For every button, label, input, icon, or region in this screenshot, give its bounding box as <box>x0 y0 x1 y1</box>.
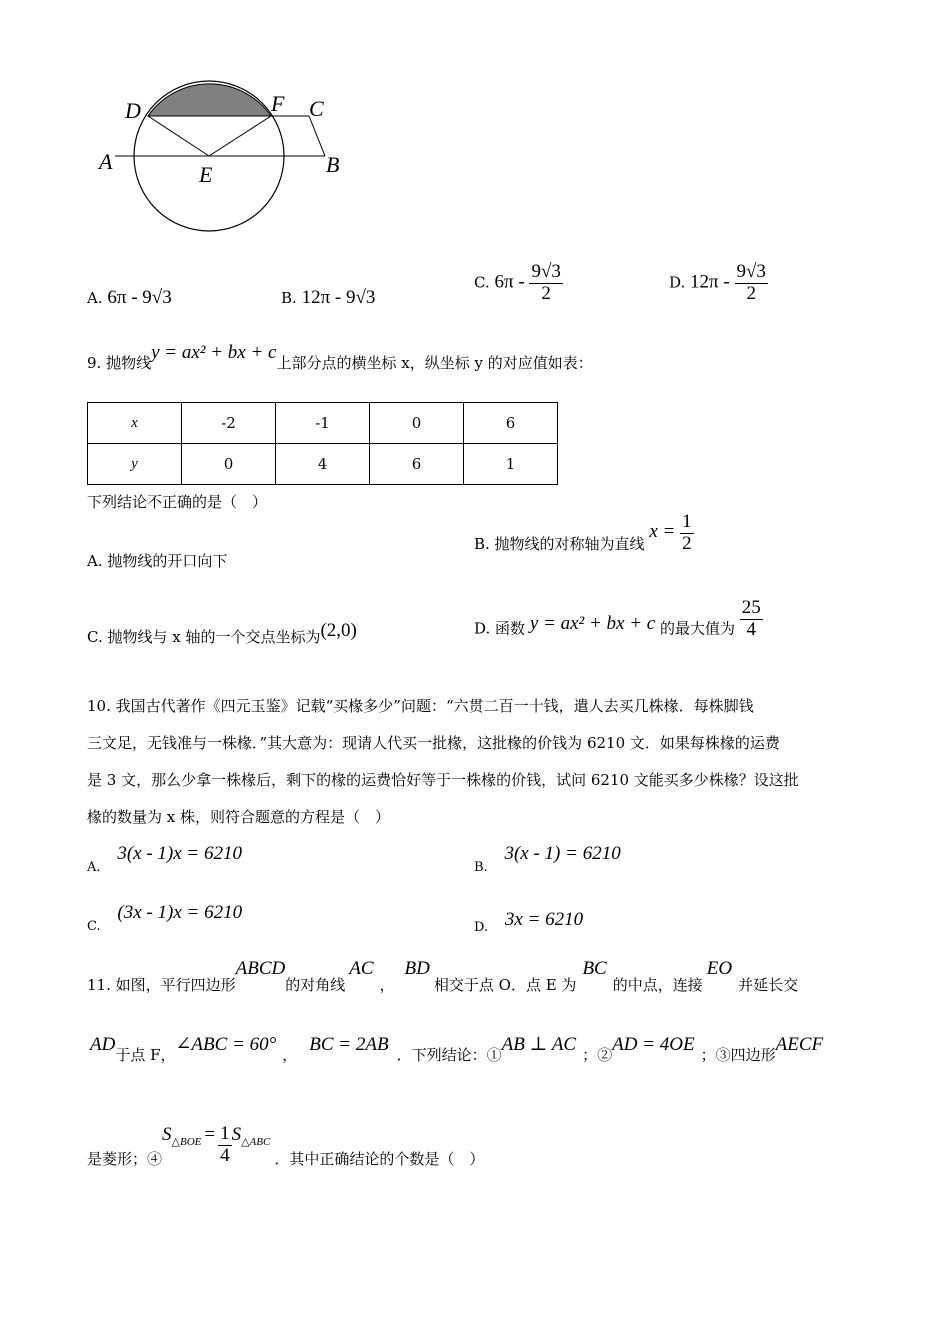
q10-option-d-expr: 3x = 6210 <box>504 909 584 930</box>
q9-option-b-den: 2 <box>682 532 692 554</box>
q11-text: ．其中正确结论的个数是（ ） <box>274 1150 485 1168</box>
q8-option-d-num: 9√3 <box>736 261 766 282</box>
q11-line-3 <box>87 1124 484 1167</box>
q11-fraction <box>218 1124 232 1167</box>
q10-option-d <box>474 909 584 935</box>
q9-option-b-eq: x = <box>649 521 676 543</box>
q9-option-a: A. 抛物线的开口向下 <box>87 552 228 570</box>
table-cell: 6 <box>370 444 464 485</box>
q8-option-a-key: A. <box>87 289 103 307</box>
q11-line-1 <box>87 958 799 994</box>
table-row <box>88 444 558 485</box>
q9-option-b-fraction <box>680 512 694 555</box>
label-c: C <box>309 96 324 121</box>
q11-math-ad4oe: AD = 4OE <box>612 1034 695 1055</box>
table-cell: 0 <box>182 444 276 485</box>
line-cb <box>309 116 325 156</box>
q10-option-b <box>474 843 621 875</box>
table-cell: 0 <box>370 403 464 444</box>
shaded-segment <box>148 84 271 116</box>
q11-fraction-num: 1 <box>220 1123 230 1144</box>
q8-option-c-key: C. <box>474 273 490 292</box>
q8-option-a-expr: 6π - 9√3 <box>107 287 172 308</box>
table-row <box>88 403 558 444</box>
q11-text: 是菱形；④ <box>87 1150 163 1168</box>
q9-option-d <box>474 597 763 651</box>
q8-option-c-fraction <box>529 262 562 305</box>
q11-text: 于点 F， <box>115 1046 176 1064</box>
q11-area-s2-symbol: S <box>231 1124 242 1145</box>
q11-line-2 <box>87 1033 824 1064</box>
table-cell: y <box>88 444 182 485</box>
q11-math-angle: ∠ABC = 60° <box>175 1034 277 1055</box>
table-cell: x <box>88 403 182 444</box>
table-cell: 1 <box>464 444 558 485</box>
q9-option-c-math: (2,0) <box>320 620 357 641</box>
q8-option-d-fraction <box>735 262 768 305</box>
q8-option-a <box>87 287 172 309</box>
line-fe <box>209 116 271 156</box>
q11-text: 11. 如图，平行四边形 <box>87 976 236 994</box>
q11-area-s1-subscript: △BOE <box>171 1135 202 1148</box>
q11-text: ；③四边形 <box>700 1046 776 1064</box>
label-b: B <box>326 152 340 177</box>
q11-math-bc2ab: BC = 2AB <box>309 1034 389 1055</box>
q11-text: ．下列结论：① <box>396 1046 502 1064</box>
q8-option-b-expr: 12π - 9√3 <box>301 287 376 308</box>
q11-text: ， <box>379 976 395 994</box>
q9-option-d-text: D. 函数 <box>474 619 526 638</box>
q11-area-s1-symbol: S <box>162 1124 172 1145</box>
q11-text: 相交于点 O．点 E 为 <box>433 976 577 994</box>
table-cell: -2 <box>182 403 276 444</box>
q9-equation: y = ax² + bx + c <box>151 342 277 363</box>
q8-option-b <box>281 287 375 309</box>
q8-option-c-num: 9√3 <box>531 261 561 282</box>
q10-line-1: 10. 我国古代著作《四元玉鉴》记载“买椽多少”问题：“六贯二百一十钱，遣人去买几株椽．每株脚钱 <box>87 697 754 715</box>
q11-math-aecf: AECF <box>775 1034 824 1055</box>
q9-option-c <box>87 620 357 648</box>
label-e: E <box>199 162 213 187</box>
q11-text: ， <box>282 1046 298 1064</box>
table-cell: 6 <box>464 403 558 444</box>
q9-stem <box>87 342 593 374</box>
q9-option-b-num: 1 <box>682 511 692 532</box>
q11-area-s2 <box>231 1124 271 1148</box>
q10-option-a-key: A. <box>87 860 101 875</box>
q8-option-d-key: D. <box>669 273 686 292</box>
q9-suffix: 上部分点的横坐标 x，纵坐标 y 的对应值如表： <box>276 354 593 372</box>
label-a: A <box>99 149 113 174</box>
table-cell: -1 <box>276 403 370 444</box>
q11-text: 的对角线 <box>285 976 346 994</box>
q10-line-2: 三文足，无钱准与一株椽．”其大意为：现请人代买一批椽，这批椽的价钱为 6210 文．如果每株椽的运费 <box>87 734 780 752</box>
q11-math-ac: AC <box>349 958 374 979</box>
q10-option-a <box>87 843 242 875</box>
q9-option-d-den: 4 <box>746 618 757 640</box>
q9-option-d-num: 25 <box>741 597 761 618</box>
q10-option-a-expr: 3(x - 1)x = 6210 <box>117 843 242 864</box>
q10-option-d-key: D. <box>474 920 489 935</box>
q10-line-4: 椽的数量为 x 株，则符合题意的方程是（ ） <box>87 808 390 826</box>
q10-option-c-key: C. <box>87 919 101 934</box>
label-f: F <box>271 91 285 116</box>
q8-option-c-den: 2 <box>541 282 551 304</box>
q8-option-b-key: B. <box>281 289 297 307</box>
q9-option-c-text: C. 抛物线与 x 轴的一个交点坐标为 <box>87 628 321 646</box>
q11-math-bc: BC <box>582 958 607 979</box>
line-de <box>148 116 209 156</box>
q11-fraction-den: 4 <box>220 1144 230 1166</box>
q11-area-s2-subscript: △ABC <box>241 1135 271 1148</box>
q8-geometry-figure <box>95 75 365 240</box>
q9-option-b <box>474 511 694 567</box>
q11-area-s1 <box>162 1124 202 1148</box>
q9-value-table <box>87 402 558 485</box>
q8-option-d <box>669 262 768 305</box>
q8-option-c <box>474 262 563 305</box>
q9-option-d-mid: 的最大值为 <box>660 619 736 638</box>
q9-option-b-text: B. 抛物线的对称轴为直线 <box>474 535 645 554</box>
q11-math-ad: AD <box>90 1034 116 1055</box>
q11-text: ；② <box>582 1046 613 1064</box>
q8-option-c-lead: 6π - <box>494 271 525 293</box>
q10-option-b-key: B. <box>474 860 488 875</box>
q9-prompt: 下列结论不正确的是（ ） <box>87 493 268 511</box>
q9-option-d-eq: y = ax² + bx + c <box>529 613 656 635</box>
q11-math-perp: AB ⊥ AC <box>501 1034 577 1055</box>
q10-option-b-expr: 3(x - 1) = 6210 <box>504 843 621 864</box>
q9-prefix: 9. 抛物线 <box>87 354 152 372</box>
q11-math-abcd: ABCD <box>235 958 286 979</box>
q11-math-eo: EO <box>706 958 733 979</box>
q8-option-d-lead: 12π - <box>690 271 730 293</box>
q11-text: 的中点，连接 <box>612 976 703 994</box>
q10-line-3: 是 3 文，那么少拿一株椽后，剩下的椽的运费恰好等于一株椽的价钱，试问 6210 文能买多少株椽？设这批 <box>87 771 799 789</box>
q11-math-bd: BD <box>404 958 430 979</box>
q10-option-c <box>87 902 243 934</box>
q9-option-d-fraction <box>740 598 763 641</box>
q10-option-c-expr: (3x - 1)x = 6210 <box>117 902 243 923</box>
q11-equals: = <box>204 1124 216 1145</box>
label-d: D <box>125 98 141 123</box>
q8-option-d-den: 2 <box>746 282 756 304</box>
q11-text: 并延长交 <box>738 976 799 994</box>
table-cell: 4 <box>276 444 370 485</box>
